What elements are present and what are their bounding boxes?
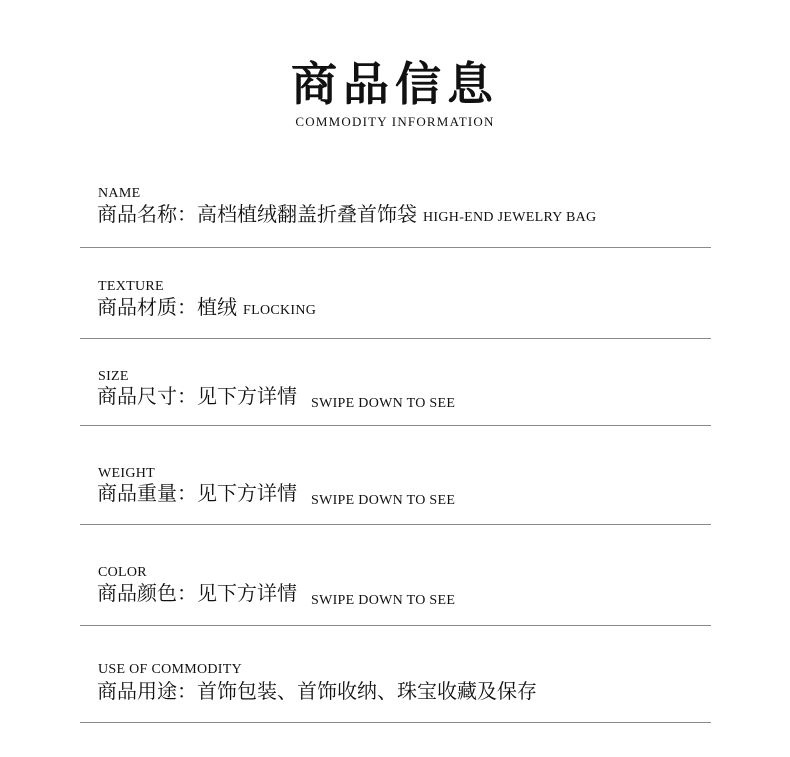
size-value-cn: 见下方详情 [197,384,297,408]
texture-line [97,295,316,319]
info-row-weight [80,426,711,525]
size-label-en: SIZE [98,369,129,384]
weight-label-cn: 商品重量： [97,481,197,505]
info-row-use [80,626,711,723]
info-row-color [80,525,711,626]
texture-label-cn: 商品材质： [97,295,197,319]
size-line [97,384,456,411]
size-label-cn: 商品尺寸： [97,384,197,408]
use-label-en: USE OF COMMODITY [98,662,243,677]
name-label-cn: 商品名称： [97,202,197,226]
page-title: 商品信息 [291,57,499,111]
info-row-size [80,339,711,426]
page-subtitle: COMMODITY INFORMATION [295,114,495,129]
use-line [97,679,537,703]
color-label-en: COLOR [98,565,147,580]
use-value-cn: 首饰包装、首饰收纳、珠宝收藏及保存 [197,679,537,703]
color-label-cn: 商品颜色： [97,581,197,605]
weight-value-cn: 见下方详情 [197,481,297,505]
texture-value-en: FLOCKING [243,303,317,318]
texture-label-en: TEXTURE [98,279,164,294]
info-row-name [80,160,711,248]
name-line [97,202,596,226]
color-value-en: SWIPE DOWN TO SEE [311,593,456,608]
info-row-texture [80,248,711,339]
texture-value-cn: 植绒 [197,295,237,319]
color-line [97,581,456,608]
weight-value-en: SWIPE DOWN TO SEE [311,493,456,508]
weight-line [97,481,456,508]
name-value-en: HIGH-END JEWELRY BAG [423,210,597,225]
name-label-en: NAME [98,186,141,201]
color-value-cn: 见下方详情 [197,581,297,605]
use-label-cn: 商品用途： [97,679,197,703]
weight-label-en: WEIGHT [98,466,156,481]
size-value-en: SWIPE DOWN TO SEE [311,396,456,411]
name-value-cn: 高档植绒翻盖折叠首饰袋 [197,202,417,226]
